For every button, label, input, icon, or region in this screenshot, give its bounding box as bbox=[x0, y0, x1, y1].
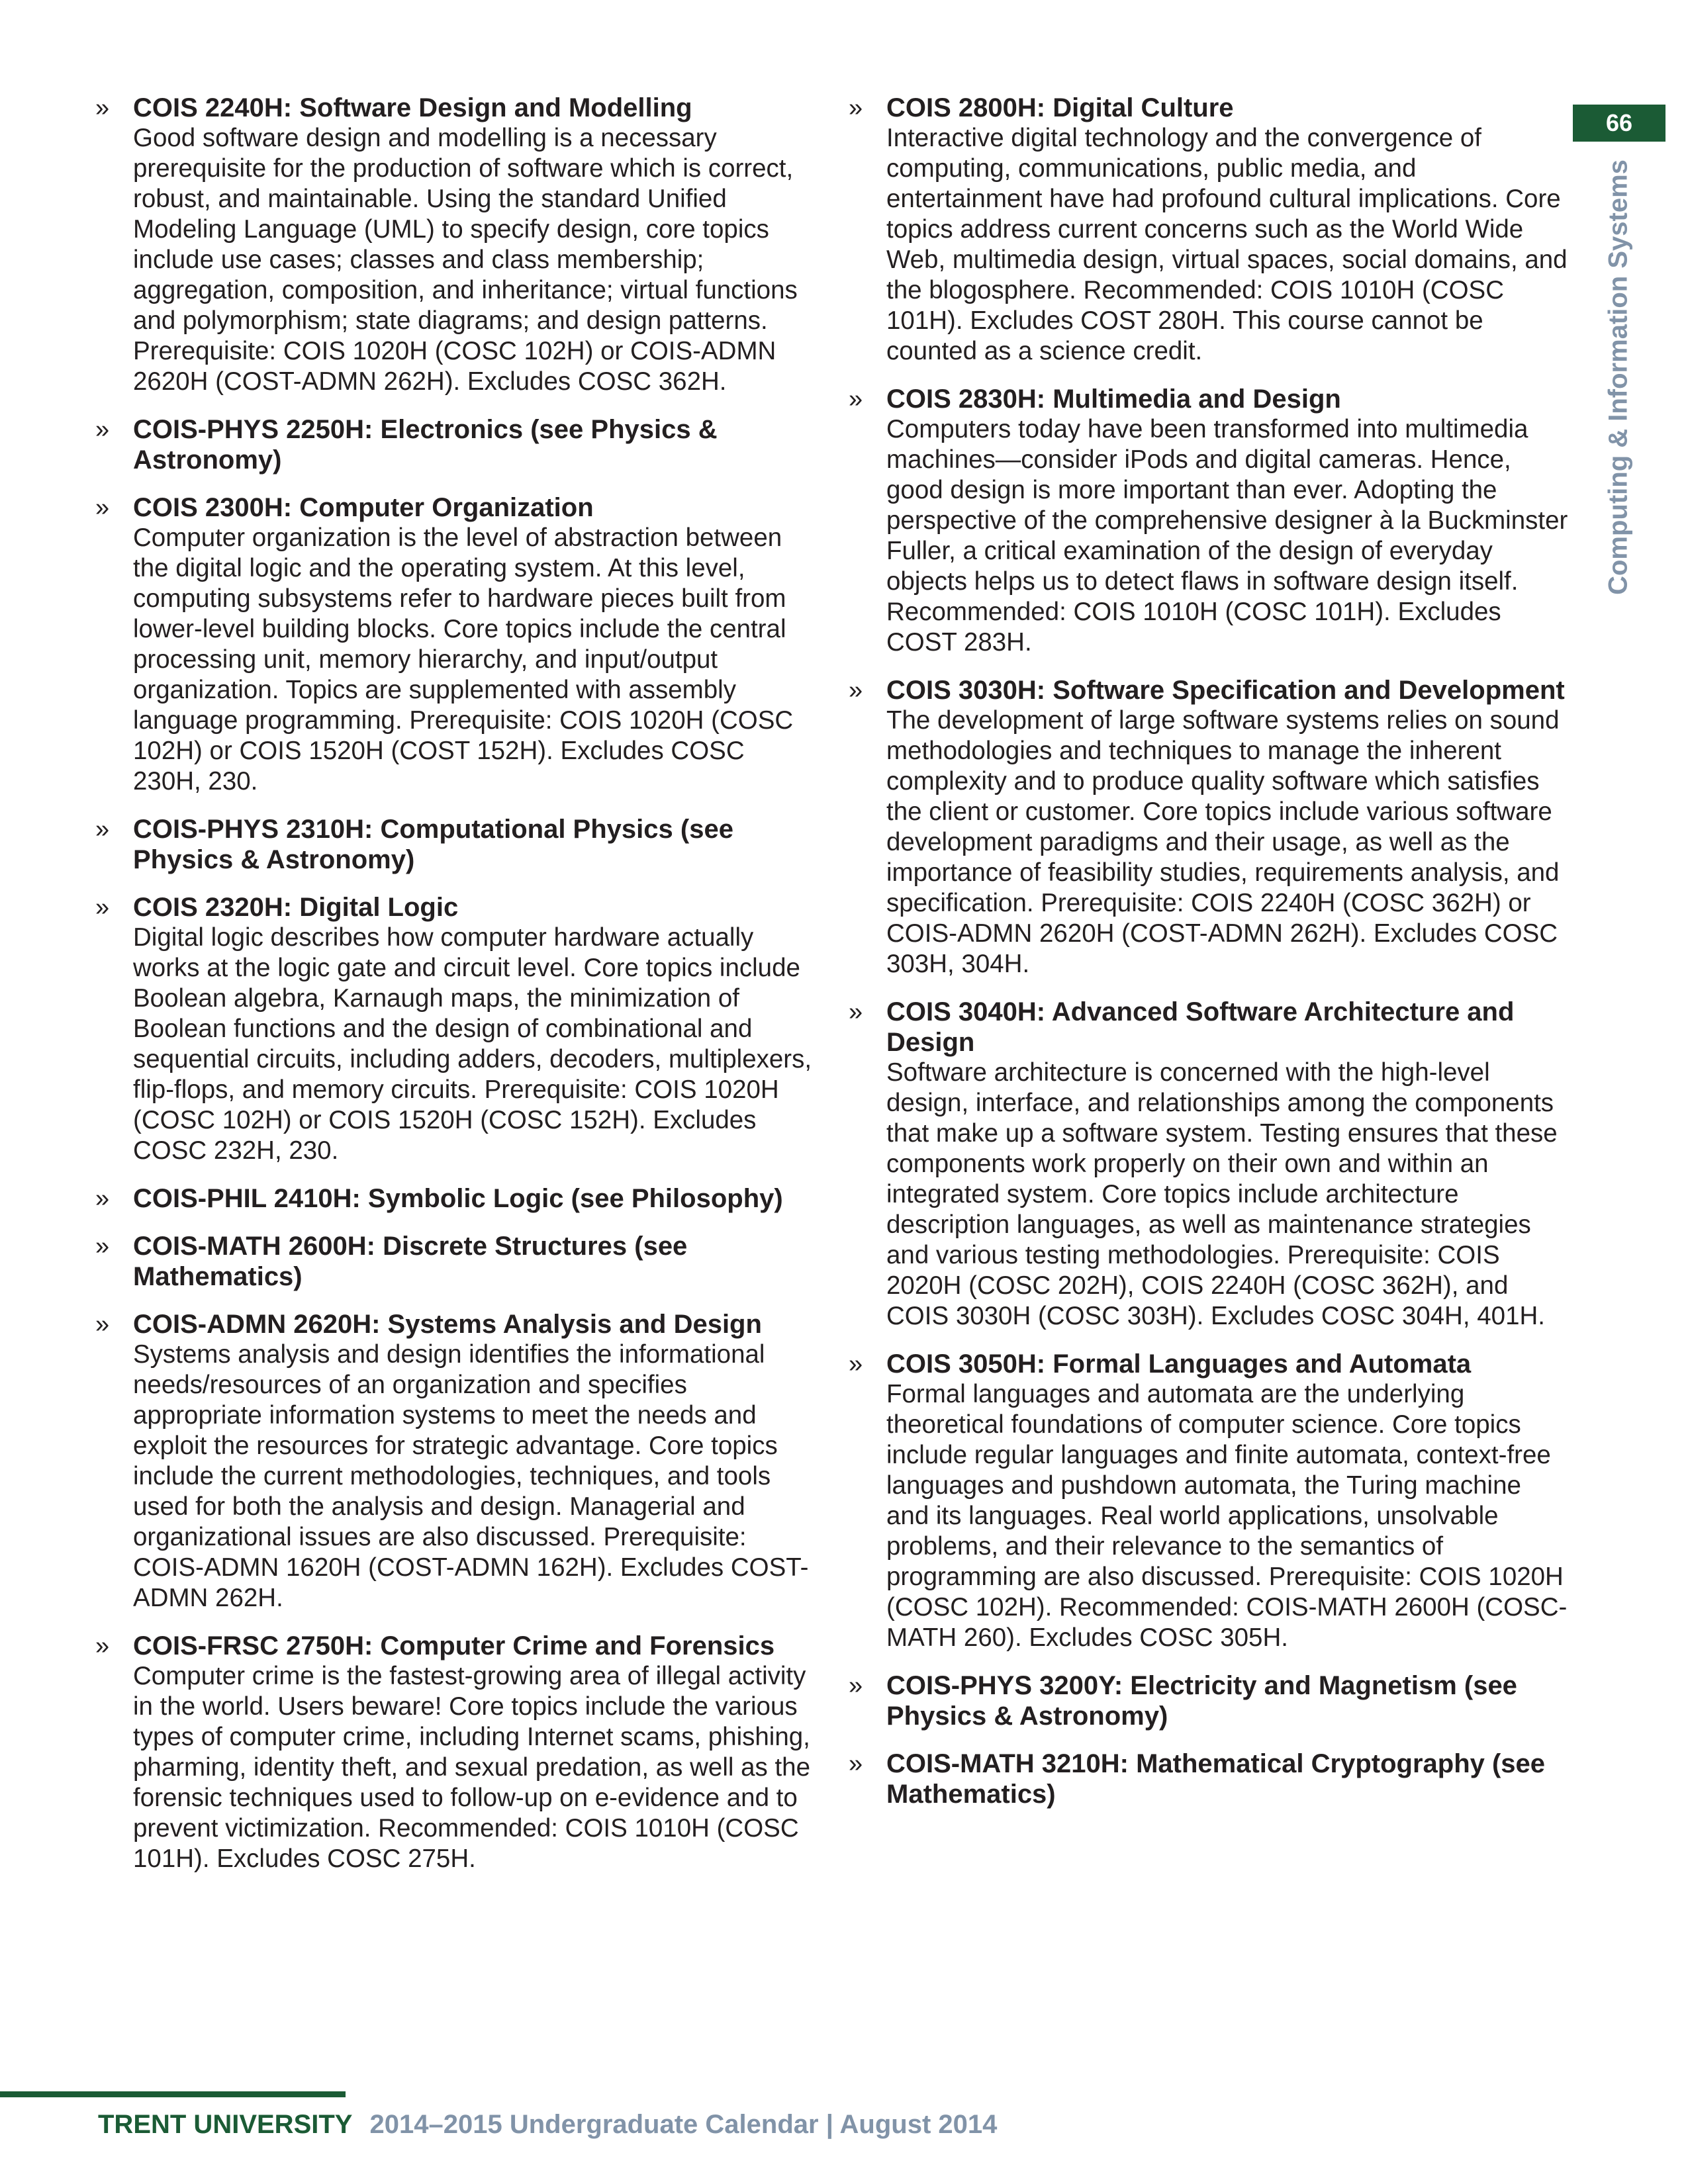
course-description: Formal languages and automata are the underlying theoretical foundations of computer science. Core topics include regular languages and finite automata, context-free languages and pushdown automata, the Turing machine and its languages. Real world applications, unsolvable problems, and their relevance to the semantics of programming are also discussed. Prerequisite: COIS 1020H (COSC 102H). Recommended: COIS-MATH 2600H (COSC-MATH 260). Excludes COSC 305H. bbox=[886, 1380, 1568, 1652]
course-entry bbox=[91, 1309, 814, 1614]
course-entry bbox=[845, 1749, 1569, 1809]
course-title: COIS-FRSC 2750H: Computer Crime and Forensics bbox=[133, 1631, 775, 1661]
course-entry bbox=[845, 384, 1569, 658]
page-number: 66 bbox=[1573, 105, 1665, 142]
footer-rule bbox=[0, 2091, 346, 2097]
course-entry bbox=[91, 892, 814, 1166]
course-description: Computers today have been transformed into multimedia machines—consider iPods and digital cameras. Hence, good design is more important than ever. Adopting the perspective of the comprehensive designer à la Buckminster Fuller, a critical examination of the design of everyday objects helps us to detect flaws in software design itself. Recommended: COIS 1010H (COSC 101H). Excludes COST 283H. bbox=[886, 415, 1568, 657]
course-title: COIS 2300H: Computer Organization bbox=[133, 493, 594, 522]
course-entry bbox=[845, 675, 1569, 979]
course-entry bbox=[91, 1231, 814, 1292]
course-title: COIS 2830H: Multimedia and Design bbox=[886, 385, 1341, 414]
course-entry bbox=[91, 492, 814, 797]
bullet-icon: » bbox=[849, 1350, 863, 1378]
course-entry bbox=[91, 93, 814, 397]
bullet-icon: » bbox=[95, 494, 110, 522]
bullet-icon: » bbox=[849, 94, 863, 122]
course-title: COIS 2320H: Digital Logic bbox=[133, 893, 459, 922]
course-description: The development of large software systems relies on sound methodologies and techniques to manage the inherent complexity and to produce quality software which satisfies the client or customer. Core topics include various software development paradigms and their usage, as well as the importance of feasibility studies, requirements analysis, and specification. Prerequisite: COIS 2240H (COSC 362H) or COIS-ADMN 2620H (COST-ADMN 262H). Excludes COSC 303H, 304H. bbox=[886, 706, 1560, 978]
course-entry bbox=[845, 93, 1569, 367]
course-title: COIS 3050H: Formal Languages and Automata bbox=[886, 1349, 1472, 1379]
bullet-icon: » bbox=[95, 1310, 110, 1338]
bullet-icon: » bbox=[95, 94, 110, 122]
course-title: COIS 3030H: Software Specification and Development bbox=[886, 676, 1565, 705]
left-column bbox=[91, 93, 814, 1891]
bullet-icon: » bbox=[849, 385, 863, 413]
footer-university: TRENT UNIVERSITY bbox=[98, 2110, 353, 2139]
course-title: COIS-PHYS 2250H: Electronics (see Physics & Astronomy) bbox=[133, 415, 718, 475]
course-entry bbox=[845, 1670, 1569, 1731]
bullet-icon: » bbox=[95, 1232, 110, 1260]
course-entry bbox=[845, 1349, 1569, 1653]
footer bbox=[98, 2110, 997, 2140]
course-title: COIS 2240H: Software Design and Modelling bbox=[133, 93, 692, 122]
bullet-icon: » bbox=[95, 815, 110, 843]
course-description: Systems analysis and design identifies the informational needs/resources of an organization and specifies appropriate information systems to meet the needs and exploit the resources for strategic advantage. Core topics include the current methodologies, techniques, and tools used for both the analysis and design. Managerial and organizational issues are also discussed. Prerequisite: COIS-ADMN 1620H (COST-ADMN 162H). Excludes COST-ADMN 262H. bbox=[133, 1340, 809, 1612]
course-title: COIS-ADMN 2620H: Systems Analysis and Design bbox=[133, 1310, 762, 1339]
course-entry bbox=[91, 1183, 814, 1214]
bullet-icon: » bbox=[849, 1750, 863, 1778]
course-title: COIS 2800H: Digital Culture bbox=[886, 93, 1234, 122]
course-entry bbox=[91, 414, 814, 475]
course-description: Software architecture is concerned with the high-level design, interface, and relationships among the components that make up a software system. Testing ensures that these components work properly on their own and within an integrated system. Core topics include architecture description languages, as well as maintenance strategies and various testing methodologies. Prerequisite: COIS 2020H (COSC 202H), COIS 2240H (COSC 362H), and COIS 3030H (COSC 303H). Excludes COSC 304H, 401H. bbox=[886, 1058, 1558, 1330]
section-side-label: Computing & Information Systems bbox=[1603, 159, 1633, 595]
bullet-icon: » bbox=[849, 676, 863, 704]
course-description: Computer crime is the fastest-growing area of illegal activity in the world. Users beware! Core topics include the various types of computer crime, including Internet scams, phishing, pharming, identity theft, and sexual predation, as well as the forensic techniques used to follow-up on e-evidence and to prevent victimization. Recommended: COIS 1010H (COSC 101H). Excludes COSC 275H. bbox=[133, 1662, 810, 1873]
course-title: COIS-MATH 2600H: Discrete Structures (see Mathematics) bbox=[133, 1232, 688, 1291]
course-description: Interactive digital technology and the convergence of computing, communications, public media, and entertainment have had profound cultural implications. Core topics address current concerns such as the World Wide Web, multimedia design, virtual spaces, social domains, and the blogosphere. Recommended: COIS 1010H (COSC 101H). Excludes COST 280H. This course cannot be counted as a science credit. bbox=[886, 124, 1568, 365]
course-title: COIS-PHYS 3200Y: Electricity and Magnetism (see Physics & Astronomy) bbox=[886, 1671, 1517, 1731]
course-title: COIS 3040H: Advanced Software Architecture and Design bbox=[886, 997, 1515, 1057]
course-title: COIS-PHYS 2310H: Computational Physics (see Physics & Astronomy) bbox=[133, 815, 733, 874]
right-column bbox=[845, 93, 1569, 1827]
course-description: Good software design and modelling is a necessary prerequisite for the production of software which is correct, robust, and maintainable. Using the standard Unified Modeling Language (UML) to specify design, core topics include use cases; classes and class membership; aggregation, composition, and inheritance; virtual functions and polymorphism; state diagrams; and design patterns. Prerequisite: COIS 1020H (COSC 102H) or COIS-ADMN 2620H (COST-ADMN 262H). Excludes COSC 362H. bbox=[133, 124, 798, 396]
footer-calendar: 2014–2015 Undergraduate Calendar | August 2014 bbox=[369, 2110, 998, 2139]
course-description: Computer organization is the level of abstraction between the digital logic and the operating system. At this level, computing subsystems refer to hardware pieces built from lower-level building blocks. Core topics include the central processing unit, memory hierarchy, and input/output organization. Topics are supplemented with assembly language programming. Prerequisite: COIS 1020H (COSC 102H) or COIS 1520H (COST 152H). Excludes COSC 230H, 230. bbox=[133, 523, 794, 796]
course-title: COIS-PHIL 2410H: Symbolic Logic (see Philosophy) bbox=[133, 1184, 783, 1213]
course-entry bbox=[91, 814, 814, 875]
bullet-icon: » bbox=[95, 1632, 110, 1660]
course-entry bbox=[91, 1631, 814, 1874]
bullet-icon: » bbox=[95, 893, 110, 921]
bullet-icon: » bbox=[95, 416, 110, 443]
course-entry bbox=[845, 997, 1569, 1332]
bullet-icon: » bbox=[95, 1185, 110, 1212]
course-description: Digital logic describes how computer hardware actually works at the logic gate and circuit level. Core topics include Boolean algebra, Karnaugh maps, the minimization of Boolean functions and the design of combinational and sequential circuits, including adders, decoders, multiplexers, flip-flops, and memory circuits. Prerequisite: COIS 1020H (COSC 102H) or COIS 1520H (COSC 152H). Excludes COSC 232H, 230. bbox=[133, 923, 812, 1165]
bullet-icon: » bbox=[849, 1672, 863, 1700]
course-title: COIS-MATH 3210H: Mathematical Cryptography (see Mathematics) bbox=[886, 1749, 1546, 1809]
bullet-icon: » bbox=[849, 998, 863, 1026]
